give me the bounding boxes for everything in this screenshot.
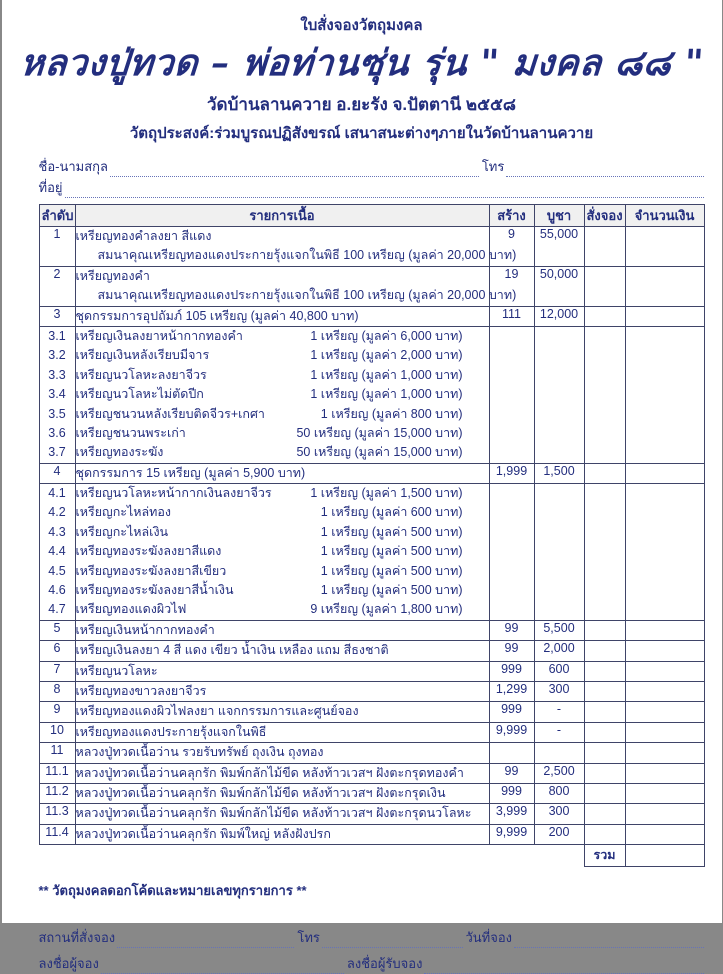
order-place-blank xyxy=(117,933,294,948)
order-qty-cell xyxy=(584,702,625,722)
customer-address-blank xyxy=(65,183,704,198)
customer-address-row xyxy=(39,177,704,198)
item-name: ชุดกรรมการอุปถัมภ์ 105 เหรียญ (มูลค่า 40,800 บาท) xyxy=(75,308,359,323)
receiver-signature-blank xyxy=(424,959,703,974)
table-row xyxy=(39,681,704,701)
item-detail: 1 เหรียญ (มูลค่า 500 บาท) xyxy=(320,544,463,559)
amount-cell xyxy=(625,266,704,306)
amount-cell xyxy=(625,326,704,463)
table-row xyxy=(39,763,704,783)
made-count-cell xyxy=(489,484,534,621)
sub-item-no: 3.2 xyxy=(48,348,66,363)
customer-address-label: ที่อยู่ xyxy=(38,180,63,195)
table-row xyxy=(39,804,704,824)
made-count-cell xyxy=(489,743,534,763)
form-type-label: ใบสั่งจองวัตถุมงคล xyxy=(300,17,423,34)
order-qty-cell xyxy=(584,620,625,640)
order-qty-cell xyxy=(584,266,625,306)
order-date-blank xyxy=(514,933,703,948)
sub-item-no: 4.4 xyxy=(48,544,66,559)
order-qty-cell xyxy=(584,463,625,483)
table-row xyxy=(39,743,704,763)
order-no-cell: 11.3 xyxy=(39,804,75,824)
order-no-cell: 10 xyxy=(39,722,75,742)
sub-item-line xyxy=(76,562,489,581)
item-detail: 1 เหรียญ (มูลค่า 800 บาท) xyxy=(320,406,463,421)
price-cell: 800 xyxy=(534,783,584,803)
item-detail: 1 เหรียญ (มูลค่า 6,000 บาท) xyxy=(310,328,463,343)
order-no-cell: 7 xyxy=(39,661,75,681)
price-cell: 300 xyxy=(534,681,584,701)
table-row xyxy=(39,722,704,742)
sub-item-no: 3.6 xyxy=(48,425,66,440)
item-desc-cell xyxy=(75,743,489,763)
total-row xyxy=(39,845,704,867)
table-row xyxy=(39,463,704,483)
col-header-price: บูชา xyxy=(534,205,584,227)
sub-item-no: 4.1 xyxy=(48,486,66,501)
price-cell: 5,500 xyxy=(534,620,584,640)
item-name: หลวงปู่ทวดเนื้อว่านคลุกรัก พิมพ์กลักไม้ขีด หลังท้าวเวสฯ ฝังตะกรุดเงิน xyxy=(75,785,446,800)
order-no-cell: 11.4 xyxy=(39,824,75,844)
amount-cell xyxy=(625,620,704,640)
item-bonus-note: สมนาคุณเหรียญทองแดงประกายรุ้งแจกในพิธี 100 เหรียญ (มูลค่า 20,000 บาท) xyxy=(97,288,517,303)
amount-cell xyxy=(625,722,704,742)
table-row xyxy=(39,702,704,722)
total-label: รวม xyxy=(584,845,625,867)
order-place-row xyxy=(39,926,704,948)
item-detail: 1 เหรียญ (มูลค่า 600 บาท) xyxy=(320,505,463,520)
sub-item-no: 3.7 xyxy=(48,445,66,460)
purpose-subtitle: วัตถุประสงค์:ร่วมบูรณปฏิสังขรณ์ เสนาสนะต่างๆภายในวัดบ้านลานควาย xyxy=(129,125,594,142)
item-name: เหรียญนวโลหะไม่ตัดปีก xyxy=(75,387,204,402)
sub-item-line xyxy=(76,600,489,619)
item-desc-cell xyxy=(75,824,489,844)
amount-cell xyxy=(625,227,704,267)
order-qty-cell xyxy=(584,227,625,267)
price-cell: 2,500 xyxy=(534,763,584,783)
amount-cell xyxy=(625,824,704,844)
signature-row xyxy=(39,952,704,974)
order-no-cell: 5 xyxy=(39,620,75,640)
table-row xyxy=(39,783,704,803)
item-desc-cell xyxy=(75,804,489,824)
made-count-cell: 99 xyxy=(489,620,534,640)
item-desc-cell xyxy=(75,783,489,803)
made-count-cell: 19 xyxy=(489,266,534,306)
order-no-cell: 11.1 xyxy=(39,763,75,783)
customer-name-blank xyxy=(110,162,479,177)
item-name: เหรียญทองขาวลงยาจีวร xyxy=(75,683,207,698)
item-detail: 1 เหรียญ (มูลค่า 1,000 บาท) xyxy=(310,367,463,382)
made-count-cell xyxy=(489,326,534,463)
price-cell: 12,000 xyxy=(534,306,584,326)
price-cell: - xyxy=(534,722,584,742)
order-table xyxy=(39,204,705,867)
item-name: เหรียญทองคำ xyxy=(75,268,150,283)
sub-item-no: 4.7 xyxy=(48,602,66,617)
table-row xyxy=(39,266,704,306)
sub-item-no: 4.3 xyxy=(48,524,66,539)
order-qty-cell xyxy=(584,641,625,661)
sub-item-line xyxy=(76,581,489,600)
customer-name-row xyxy=(39,156,704,177)
page-title: หลวงปู่ทวด – พ่อท่านซุ่น รุ่น " มงคล ๘๘ " xyxy=(18,42,705,84)
col-header-amount: จำนวนเงิน xyxy=(625,205,704,227)
sub-item-no: 4.5 xyxy=(48,563,66,578)
code-note: ** วัตถุมงคลดอกโค้ดและหมายเลขทุกรายการ ** xyxy=(38,883,307,899)
price-cell: 200 xyxy=(534,824,584,844)
order-no-cell: 3 xyxy=(39,306,75,326)
orderer-signature-blank xyxy=(101,959,344,974)
sub-item-no: 4.2 xyxy=(48,505,66,520)
order-no-cell: 11 xyxy=(39,743,75,763)
order-qty-cell xyxy=(584,783,625,803)
sub-item-line xyxy=(76,327,489,346)
order-no-cell: 4 xyxy=(39,463,75,483)
price-cell xyxy=(534,743,584,763)
item-desc-cell xyxy=(75,681,489,701)
order-no-cell: 6 xyxy=(39,641,75,661)
table-row xyxy=(39,326,704,463)
item-name: เหรียญทองระฆังลงยาสีแดง xyxy=(75,544,222,559)
made-count-cell: 999 xyxy=(489,783,534,803)
order-date-label: วันที่จอง xyxy=(465,930,513,946)
amount-cell xyxy=(625,463,704,483)
order-no-cell: 11.2 xyxy=(39,783,75,803)
order-phone-label: โทร xyxy=(297,930,320,946)
price-cell xyxy=(534,484,584,621)
price-cell: - xyxy=(534,702,584,722)
amount-cell xyxy=(625,661,704,681)
sub-item-no: 3.1 xyxy=(48,328,66,343)
amount-cell xyxy=(625,743,704,763)
item-desc-cell xyxy=(75,641,489,661)
order-table-body xyxy=(39,227,704,867)
sub-item-line xyxy=(76,385,489,404)
made-count-cell: 9,999 xyxy=(489,824,534,844)
made-count-cell: 1,999 xyxy=(489,463,534,483)
item-detail: 1 เหรียญ (มูลค่า 500 บาท) xyxy=(320,583,463,598)
made-count-cell: 999 xyxy=(489,661,534,681)
temple-subtitle: วัดบ้านลานควาย อ.ยะรัง จ.ปัตตานี ๒๕๕๘ xyxy=(207,95,516,114)
item-desc-cell xyxy=(75,306,489,326)
order-qty-cell xyxy=(584,824,625,844)
item-name: เหรียญเงินหลังเรียบมีจาร xyxy=(75,348,210,363)
amount-cell xyxy=(625,484,704,621)
item-name: หลวงปู่ทวดเนื้อว่านคลุกรัก พิมพ์กลักไม้ขีด หลังท้าวเวสฯ ฝังตะกรุดทองคำ xyxy=(75,765,464,780)
made-count-cell: 111 xyxy=(489,306,534,326)
item-name: หลวงปู่ทวดเนื้อว่านคลุกรัก พิมพ์กลักไม้ขีด หลังท้าวเวสฯ ฝังตะกรุดนวโลหะ xyxy=(75,806,472,821)
order-phone-blank xyxy=(322,933,463,948)
order-no-cell: 1 xyxy=(39,227,75,267)
item-name: เหรียญทองระฆังลงยาสีเขียว xyxy=(75,563,227,578)
item-name: เหรียญทองแดงผิวไฟลงยา แจกกรรมการและศูนย์จอง xyxy=(75,704,359,719)
item-name: เหรียญนวโลหะหน้ากากเงินลงยาจีวร xyxy=(75,486,272,501)
item-name: เหรียญทองแดงประกายรุ้งแจกในพิธี xyxy=(75,724,267,739)
made-count-cell: 9,999 xyxy=(489,722,534,742)
order-form-page xyxy=(2,0,722,972)
order-no-cell xyxy=(39,326,75,463)
made-count-cell: 1,299 xyxy=(489,681,534,701)
sub-item-line xyxy=(76,503,489,522)
price-cell: 2,000 xyxy=(534,641,584,661)
price-cell: 1,500 xyxy=(534,463,584,483)
item-name: ชุดกรรมการ 15 เหรียญ (มูลค่า 5,900 บาท) xyxy=(75,465,306,480)
table-row xyxy=(39,306,704,326)
price-cell: 600 xyxy=(534,661,584,681)
sub-item-line xyxy=(76,424,489,443)
table-row xyxy=(39,227,704,267)
order-no-cell xyxy=(39,484,75,621)
amount-cell xyxy=(625,804,704,824)
item-detail: 1 เหรียญ (มูลค่า 1,000 บาท) xyxy=(310,387,463,402)
item-name: เหรียญชนวนหลังเรียบติดจีวร+เกศา xyxy=(75,406,265,421)
item-desc-cell xyxy=(75,702,489,722)
col-header-order: สั่งจอง xyxy=(584,205,625,227)
sub-item-no: 3.4 xyxy=(48,387,66,402)
order-qty-cell xyxy=(584,326,625,463)
receiver-signature-label: ลงชื่อผู้รับจอง xyxy=(346,956,423,972)
price-cell xyxy=(534,326,584,463)
item-desc-cell xyxy=(75,620,489,640)
item-detail: 50 เหรียญ (มูลค่า 15,000 บาท) xyxy=(296,445,463,460)
order-qty-cell xyxy=(584,763,625,783)
item-detail: 1 เหรียญ (มูลค่า 500 บาท) xyxy=(320,524,463,539)
customer-name-label: ชื่อ-นามสกุล xyxy=(38,159,108,174)
amount-cell xyxy=(625,783,704,803)
amount-cell xyxy=(625,702,704,722)
item-name: หลวงปู่ทวดเนื้อว่านคลุกรัก พิมพ์ใหญ่ หลังฝังปรก xyxy=(75,826,331,841)
made-count-cell: 99 xyxy=(489,641,534,661)
table-row xyxy=(39,661,704,681)
item-name: เหรียญนวโลหะลงยาจีวร xyxy=(75,367,207,382)
item-name: เหรียญเงินลงยา 4 สี แดง เขียว น้ำเงิน เหลือง แถม สีธงชาติ xyxy=(75,643,389,658)
made-count-cell: 99 xyxy=(489,763,534,783)
made-count-cell: 9 xyxy=(489,227,534,267)
item-name: เหรียญเงินลงยาหน้ากากทองคำ xyxy=(75,328,243,343)
item-desc-cell xyxy=(75,763,489,783)
order-no-cell: 2 xyxy=(39,266,75,306)
order-qty-cell xyxy=(584,722,625,742)
item-desc-cell xyxy=(75,722,489,742)
price-cell: 50,000 xyxy=(534,266,584,306)
sub-item-line xyxy=(76,405,489,424)
col-header-description: รายการเนื้อ xyxy=(75,205,489,227)
item-name: เหรียญทองระฆัง xyxy=(75,445,164,460)
sub-item-line xyxy=(76,366,489,385)
amount-cell xyxy=(625,306,704,326)
sub-item-line xyxy=(76,346,489,365)
item-detail: 1 เหรียญ (มูลค่า 500 บาท) xyxy=(320,563,463,578)
item-name: เหรียญนวโลหะ xyxy=(75,663,158,678)
item-desc-cell xyxy=(75,227,517,267)
amount-cell xyxy=(625,763,704,783)
item-name: หลวงปู่ทวดเนื้อว่าน รวยรับทรัพย์ ถุงเงิน ถุงทอง xyxy=(75,745,324,760)
price-cell: 55,000 xyxy=(534,227,584,267)
sub-item-no: 4.6 xyxy=(48,583,66,598)
order-no-cell: 8 xyxy=(39,681,75,701)
order-qty-cell xyxy=(584,306,625,326)
item-desc-cell xyxy=(75,661,489,681)
item-name: เหรียญชนวนพระเก่า xyxy=(75,425,186,440)
item-name: เหรียญเงินหน้ากากทองคำ xyxy=(75,622,215,637)
made-count-cell: 3,999 xyxy=(489,804,534,824)
table-row xyxy=(39,641,704,661)
orderer-signature-label: ลงชื่อผู้จอง xyxy=(38,956,99,972)
item-bonus-note: สมนาคุณเหรียญทองแดงประกายรุ้งแจกในพิธี 100 เหรียญ (มูลค่า 20,000 บาท) xyxy=(97,248,517,263)
table-row xyxy=(39,620,704,640)
item-detail: 50 เหรียญ (มูลค่า 15,000 บาท) xyxy=(296,425,463,440)
customer-phone-blank xyxy=(506,162,703,177)
order-qty-cell xyxy=(584,661,625,681)
item-detail: 9 เหรียญ (มูลค่า 1,800 บาท) xyxy=(310,602,463,617)
sub-item-line xyxy=(76,484,489,503)
total-row-spacer xyxy=(39,845,584,867)
col-header-no: ลำดับ xyxy=(39,205,75,227)
total-amount-cell xyxy=(625,845,704,867)
sub-item-no: 3.5 xyxy=(48,406,66,421)
item-name: เหรียญทองคำลงยา สีแดง xyxy=(75,229,212,243)
made-count-cell: 999 xyxy=(489,702,534,722)
order-qty-cell xyxy=(584,484,625,621)
table-row xyxy=(39,484,704,621)
order-qty-cell xyxy=(584,743,625,763)
table-header-row xyxy=(39,205,704,227)
sub-item-no: 3.3 xyxy=(48,367,66,382)
order-place-label: สถานที่สั่งจอง xyxy=(38,930,116,946)
order-no-cell: 9 xyxy=(39,702,75,722)
item-desc-cell xyxy=(75,463,489,483)
item-desc-cell xyxy=(75,484,489,621)
col-header-made: สร้าง xyxy=(489,205,534,227)
sub-item-line xyxy=(76,443,489,462)
customer-phone-label: โทร xyxy=(481,159,505,174)
sub-item-line xyxy=(76,542,489,561)
amount-cell xyxy=(625,641,704,661)
item-detail: 1 เหรียญ (มูลค่า 2,000 บาท) xyxy=(310,348,463,363)
order-qty-cell xyxy=(584,681,625,701)
sub-item-line xyxy=(76,523,489,542)
item-detail: 1 เหรียญ (มูลค่า 1,500 บาท) xyxy=(310,486,463,501)
item-name: เหรียญกะไหล่เงิน xyxy=(75,524,169,539)
item-name: เหรียญทองระฆังลงยาสีน้ำเงิน xyxy=(75,583,234,598)
order-qty-cell xyxy=(584,804,625,824)
amount-cell xyxy=(625,681,704,701)
item-name: เหรียญทองแดงผิวไฟ xyxy=(75,602,187,617)
price-cell: 300 xyxy=(534,804,584,824)
item-name: เหรียญกะไหล่ทอง xyxy=(75,505,172,520)
item-desc-cell xyxy=(75,326,489,463)
table-row xyxy=(39,824,704,844)
